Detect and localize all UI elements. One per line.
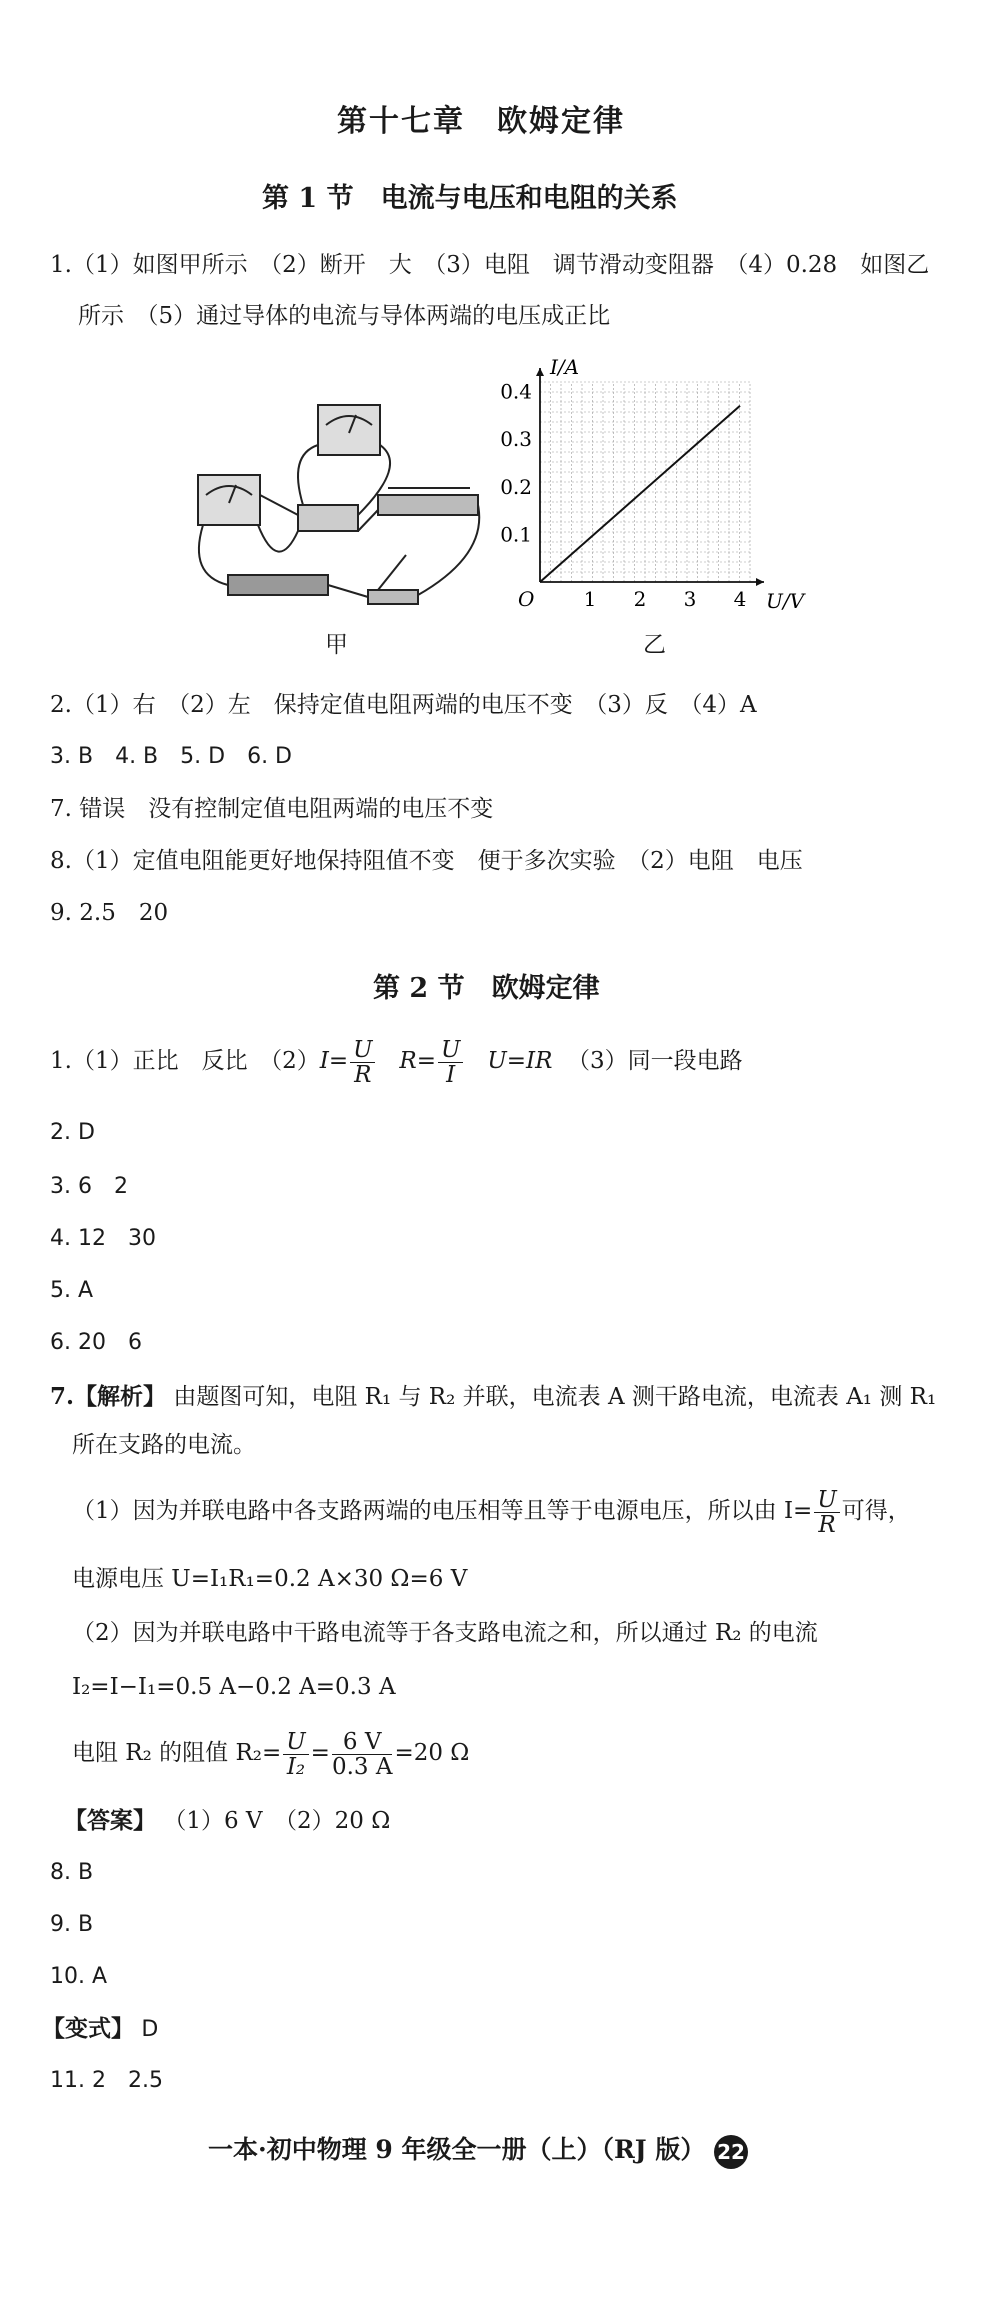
x-axis-label: U/V — [766, 589, 805, 613]
x-axis-arrow — [756, 578, 764, 586]
y-axis-label: I/A — [550, 355, 580, 379]
s1-q9: 9. 2.5 20 — [50, 900, 169, 926]
iu-chart — [490, 352, 820, 620]
s2-q7-l7-eq: = — [310, 1740, 330, 1766]
section2-title: 第 2 节 欧姆定律 — [373, 973, 600, 1004]
y-tick-label: 0.3 — [500, 427, 532, 452]
s2-q6: 6. 20 6 — [50, 1330, 142, 1355]
s2-variant-answer: D — [141, 2017, 159, 2042]
s2-q9: 9. B — [50, 1912, 94, 1937]
s2-q1-r: R — [399, 1048, 417, 1074]
s2-q1-frac2-bot: I — [446, 1061, 456, 1088]
figure-label-jia: 甲 — [325, 632, 348, 658]
y-tick-label: 0.2 — [500, 474, 532, 499]
s2-q8: 8. B — [50, 1860, 94, 1885]
s2-q1 — [50, 1036, 743, 1087]
s2-q1-uir: U=IR — [487, 1048, 553, 1074]
s2-q4: 4. 12 30 — [50, 1226, 156, 1251]
s2-q7-l7-frac2-top: 6 V — [332, 1730, 393, 1755]
s2-q7-l3-frac — [814, 1488, 839, 1537]
s2-q1-frac1-bot: R — [354, 1061, 372, 1088]
s2-q1-prefix: 1.（1）正比 反比 （2） — [50, 1048, 320, 1074]
s2-q2: 2. D — [50, 1120, 95, 1145]
x-tick-label: 1 — [583, 587, 597, 611]
s2-q7-l3a: （1）因为并联电路中各支路两端的电压相等且等于电源电压，所以由 I= — [72, 1498, 813, 1524]
s2-q1-frac1-top: U — [350, 1038, 375, 1063]
s2-q5: 5. A — [50, 1278, 94, 1303]
s2-q7-line7 — [72, 1726, 469, 1780]
s2-q1-frac2 — [438, 1038, 463, 1087]
s2-q1-i: I — [319, 1048, 329, 1074]
s1-q1-line1: 1.（1）如图甲所示 （2）断开 大 （3）电阻 调节滑动变阻器 （4）0.28 如图乙 — [50, 252, 930, 278]
s2-q3: 3. 6 2 — [50, 1174, 128, 1199]
s1-q3-6: 3. B 4. B 5. D 6. D — [50, 744, 293, 769]
s2-q10: 10. A — [50, 1964, 108, 1989]
s2-q7-line1 — [50, 1382, 936, 1412]
s2-q7-head: 7.【解析】 — [50, 1383, 167, 1410]
s2-q7-line2: 所在支路的电流。 — [72, 1432, 256, 1458]
x-tick-label: 4 — [733, 587, 747, 611]
s2-q7-line6: I₂=I−I₁=0.5 A−0.2 A=0.3 A — [72, 1674, 396, 1700]
s2-q7-l7-frac1-bot: I₂ — [286, 1753, 306, 1780]
s2-q7-line3 — [72, 1484, 911, 1538]
origin-label: O — [518, 587, 535, 611]
s2-q1-eq1: = — [328, 1048, 349, 1074]
page-number-badge: 22 — [714, 2135, 748, 2169]
s2-q7-l7b: =20 Ω — [394, 1740, 470, 1766]
s2-q1-eq2: = — [416, 1048, 437, 1074]
s1-q8: 8.（1）定值电阻能更好地保持阻值不变 便于多次实验 （2）电阻 电压 — [50, 848, 803, 874]
circuit-diagram-jia — [178, 385, 498, 625]
s2-q7-answer-text: （1）6 V （2）20 Ω — [163, 1808, 391, 1834]
s2-q7-l3b: 可得， — [841, 1498, 911, 1524]
s2-q1-suffix: （3）同一段电路 — [567, 1048, 743, 1074]
s2-q7-l1: 由题图可知，电阻 R₁ 与 R₂ 并联，电流表 A 测干路电流，电流表 A₁ 测 R₁ — [173, 1384, 937, 1410]
s2-q7-l3-frac-bot: R — [818, 1511, 836, 1538]
y-tick-label: 0.1 — [500, 522, 532, 547]
s2-variant-tag: 【变式】 — [42, 2015, 134, 2042]
x-tick-label: 2 — [633, 587, 647, 611]
s1-q7: 7. 错误 没有控制定值电阻两端的电压不变 — [50, 796, 494, 822]
figure-label-yi: 乙 — [643, 632, 666, 658]
footer-text: 一本·初中物理 9 年级全一册（上）（RJ 版） — [208, 2135, 706, 2164]
y-tick-label: 0.4 — [500, 379, 532, 404]
s2-q7-line4: 电源电压 U=I₁R₁=0.2 A×30 Ω=6 V — [72, 1566, 468, 1592]
s2-q1-frac1 — [350, 1038, 375, 1087]
footer — [208, 2130, 748, 2169]
s2-q11: 11. 2 2.5 — [50, 2068, 163, 2093]
section1-title: 第 1 节 电流与电压和电阻的关系 — [262, 183, 678, 214]
chapter-title: 第十七章 欧姆定律 — [337, 104, 625, 139]
s2-variant — [42, 2014, 158, 2045]
x-tick-label: 3 — [683, 587, 697, 611]
s2-q7-l7-frac1-top: U — [283, 1730, 308, 1755]
s2-q1-frac2-top: U — [438, 1038, 463, 1063]
y-axis-arrow — [536, 368, 544, 376]
s2-q7-l3-frac-top: U — [814, 1488, 839, 1513]
s1-q1-line2: 所示 （5）通过导体的电流与导体两端的电压成正比 — [78, 303, 611, 329]
s2-q7-l7a: 电阻 R₂ 的阻值 R₂= — [72, 1740, 282, 1766]
s2-q7-l7-frac2 — [332, 1730, 393, 1779]
s2-q7-answer — [64, 1806, 390, 1836]
s2-q7-l7-frac1 — [283, 1730, 308, 1779]
s2-q7-l7-frac2-bot: 0.3 A — [331, 1753, 393, 1780]
s2-q7-answer-tag: 【答案】 — [64, 1807, 156, 1834]
s2-q7-line5: （2）因为并联电路中干路电流等于各支路电流之和，所以通过 R₂ 的电流 — [72, 1620, 818, 1646]
s1-q2: 2.（1）右 （2）左 保持定值电阻两端的电压不变 （3）反 （4）A — [50, 692, 757, 718]
